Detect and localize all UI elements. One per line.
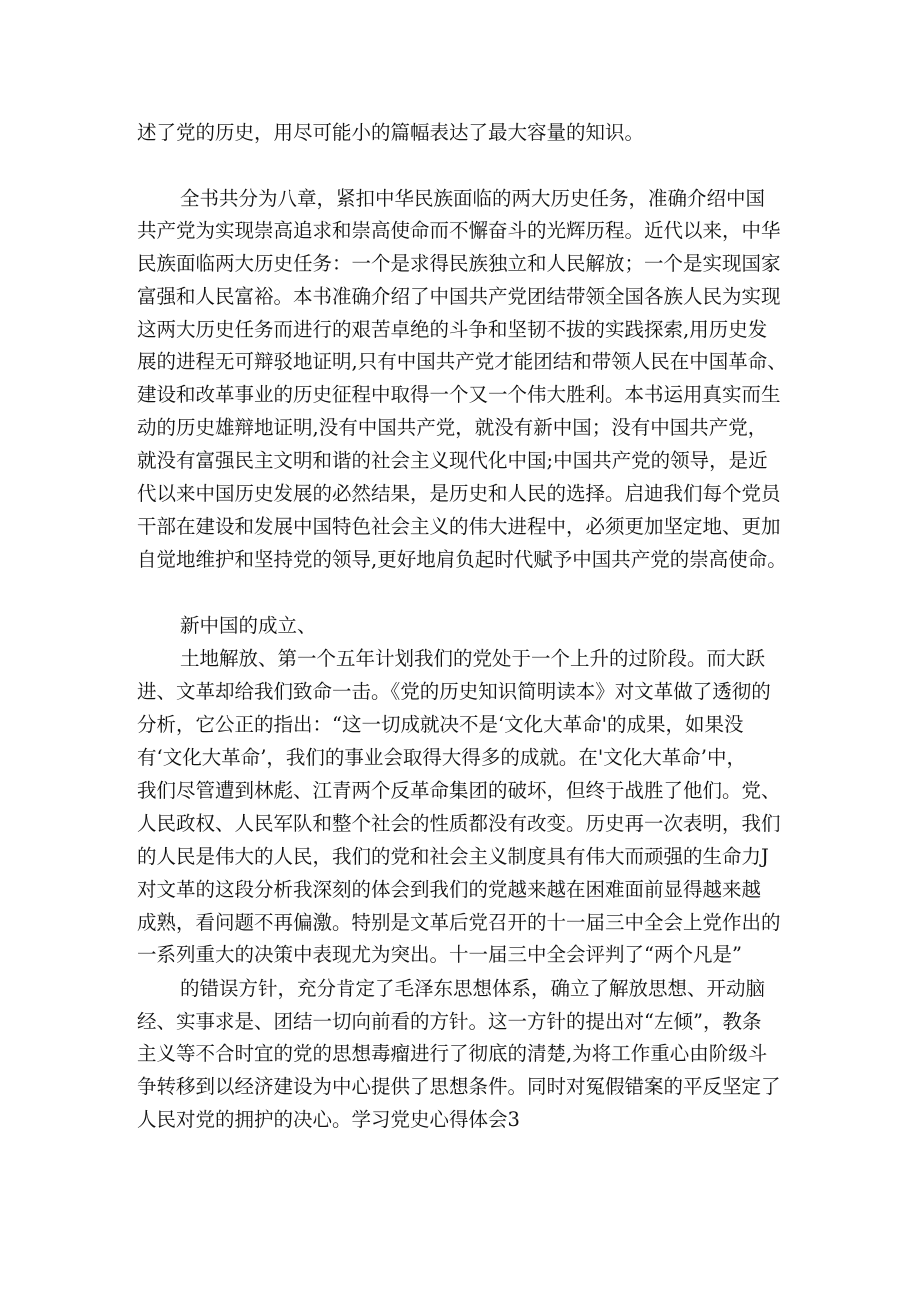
text-line: 成熟，看问题不再偏激。特别是文革后党召开的十一届三中全会上党作出的	[137, 911, 781, 934]
text-line: 干部在建设和发展中国特色社会主义的伟大进程中，必须更加坚定地、更加	[137, 515, 781, 538]
text-line: 全书共分为八章，紧扣中华民族面临的两大历史任务，准确介绍中国	[180, 187, 766, 210]
text-line: 述了党的历史，用尽可能小的篇幅表达了最大容量的知识。	[137, 121, 645, 144]
text-line: 人民政权、人民军队和整个社会的性质都没有改变。历史再一次表明，我们	[137, 812, 781, 835]
text-line: 自觉地维护和坚持党的领导,更好地肩负起时代赋予中国共产党的崇高使命。	[137, 548, 787, 571]
text-line: 我们尽管遭到林彪、江青两个反革命集团的破坏，但终于战胜了他们。党、	[137, 779, 781, 802]
text-line: 展的进程无可辩驳地证明,只有中国共产党才能团结和带领人民在中国革命、	[137, 350, 787, 373]
text-line: 土地解放、第一个五年计划我们的党处于一个上升的过阶段。而大跃	[180, 647, 766, 670]
text-line: 的错误方针，充分肯定了毛泽东思想体系，确立了解放思想、开动脑	[180, 977, 766, 1000]
text-line: 有‘文化大革命’，我们的事业会取得大得多的成就。在'文化大革命’中，	[137, 746, 746, 769]
text-line: 争转移到以经济建设为中心提供了思想条件。同时对冤假错案的平反坚定了	[137, 1075, 781, 1098]
text-line: 这两大历史任务而进行的艰苦卓绝的斗争和坚韧不拔的实践探索,用历史发	[137, 318, 768, 341]
text-line: 对文革的这段分析我深刻的体会到我们的党越来越在困难面前显得越来越	[137, 878, 762, 901]
text-line: 代以来中国历史发展的必然结果，是历史和人民的选择。启迪我们每个党员	[137, 482, 781, 505]
text-line: 的人民是伟大的人民，我们的党和社会主义制度具有伟大而顽强的生命力J	[137, 845, 769, 868]
text-line: 进、文革却给我们致命一击。《党的历史知识简明读本》对文革做了透彻的	[137, 680, 771, 703]
text-line: 建设和改革事业的历史征程中取得一个又一个伟大胜利。本书运用真实而生	[137, 383, 781, 406]
text-line: 一系列重大的决策中表现尤为突出。十一届三中全会评判了“两个凡是”	[137, 943, 742, 966]
text-line: 经、实事求是、团结一切向前看的方针。这一方针的提出对“左倾”，教条	[137, 1010, 762, 1033]
text-line: 新中国的成立、	[180, 614, 317, 637]
text-line: 富强和人民富裕。本书准确介绍了中国共产党团结带领全国各族人民为实现	[137, 285, 781, 308]
text-line: 动的历史雄辩地证明,没有中国共产党，就没有新中国；没有中国共产党，	[137, 416, 768, 439]
text-line: 分析，它公正的指出：“这一切成就决不是‘文化大革命'的成果，如果没	[137, 713, 744, 736]
text-line: 就没有富强民主文明和谐的社会主义现代化中国;中国共产党的领导，是近	[137, 449, 768, 472]
text-line: 人民对党的拥护的决心。学习党史心得体会3	[137, 1108, 520, 1131]
text-line: 主义等不合时宜的党的思想毒瘤进行了彻底的清楚,为将工作重心由阶级斗	[137, 1042, 768, 1065]
text-line: 民族面临两大历史任务：一个是求得民族独立和人民解放；一个是实现国家	[137, 252, 781, 275]
text-line: 共产党为实现崇高追求和崇高使命而不懈奋斗的光辉历程。近代以来，中华	[137, 219, 781, 242]
